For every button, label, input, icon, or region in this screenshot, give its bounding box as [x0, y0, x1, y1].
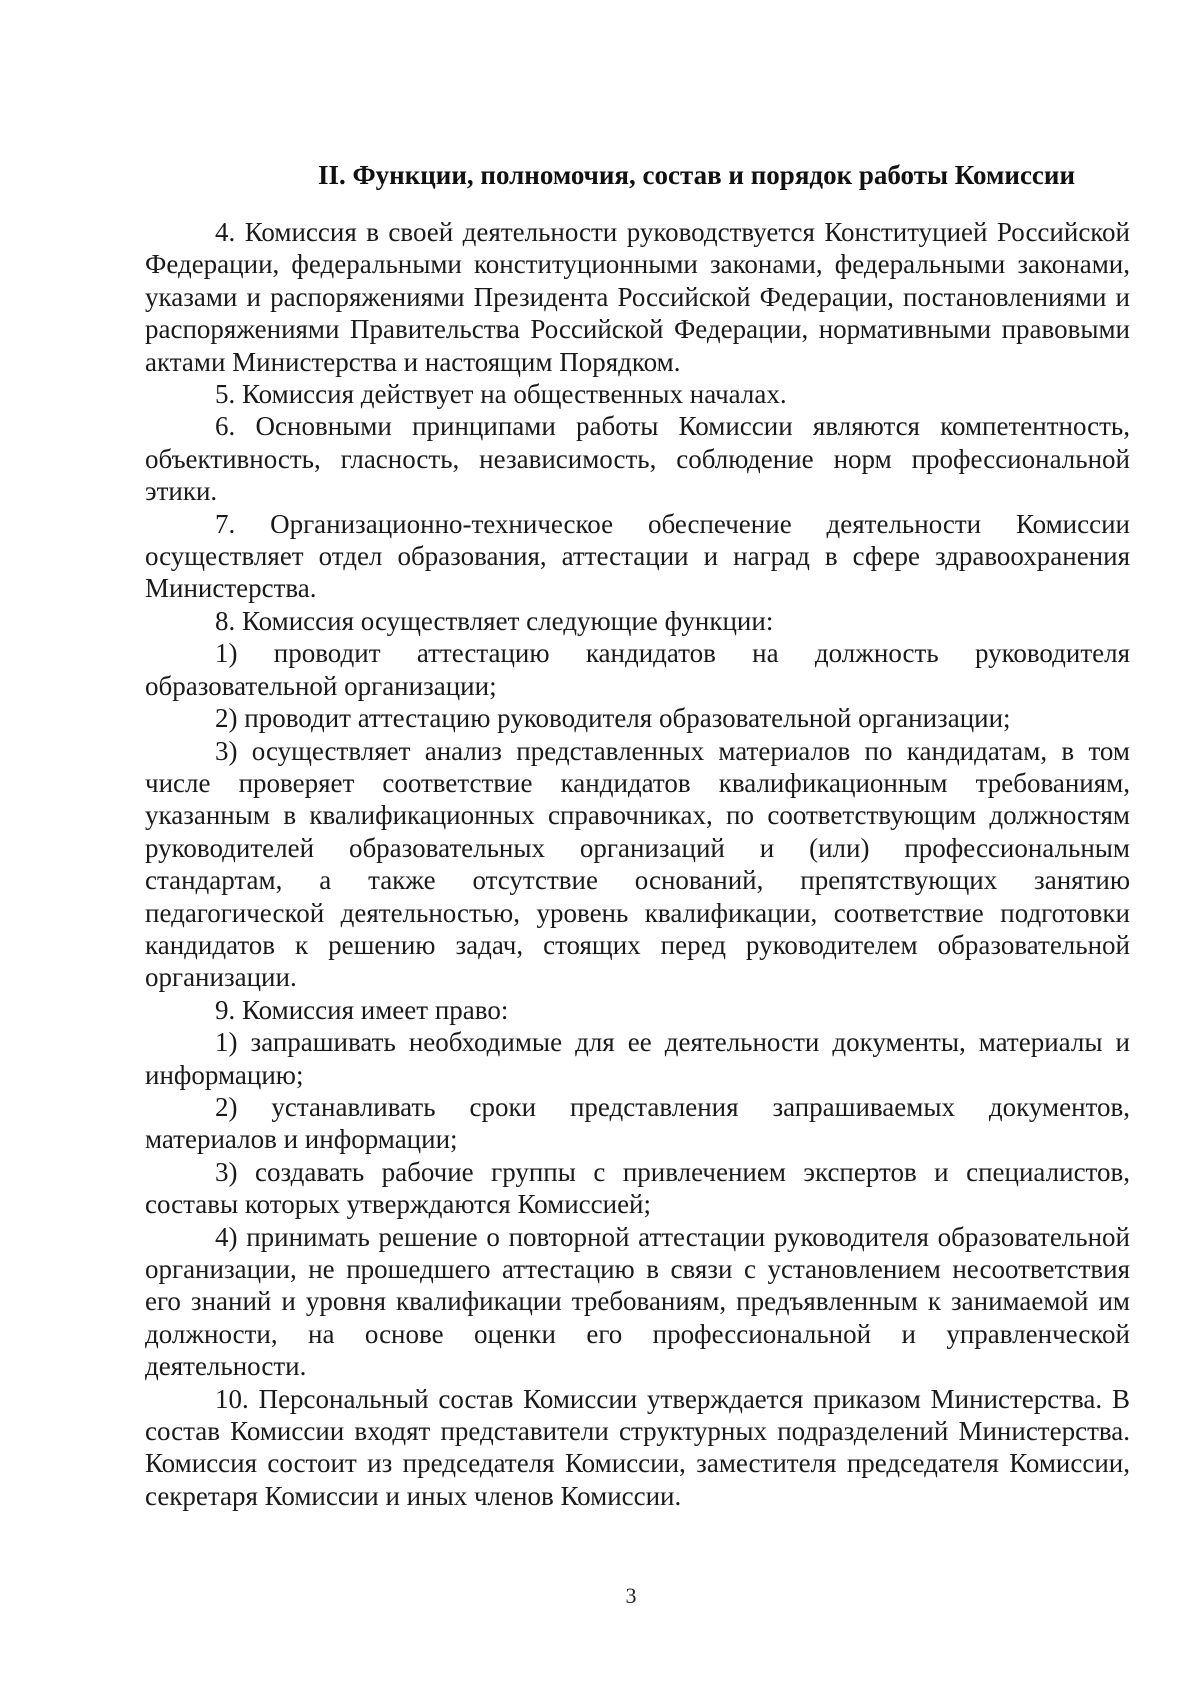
paragraph-8: 8. Комиссия осуществляет следующие функции:: [215, 605, 774, 636]
list-item-8-3: 3) осуществляет анализ представленных материалов по кандидатам, в том числе проверяет соответствие кандидатов квалификационным требованиям, указанным в квалификационных справочниках, по соответствующим должностям руководителей образовательных организаций и (или) профессиональным стандартам, а также отсутствие оснований, препятствующих занятию педагогической деятельностью, уровень квалификации, соответствие подготовки кандидатов к решению задач, стоящих перед руководителем образовательной организации.: [145, 735, 1130, 993]
document-body: [145, 158, 1130, 1512]
page-number: 3: [625, 1583, 637, 1608]
paragraph-9: 9. Комиссия имеет право:: [215, 994, 509, 1025]
paragraph-7: 7. Организационно-техническое обеспечение деятельности Комиссии осуществляет отдел образования, аттестации и наград в сфере здравоохранения Министерства.: [145, 508, 1130, 604]
paragraph-4: 4. Комиссия в своей деятельности руководствуется Конституцией Российской Федерации, федеральными конституционными законами, федеральными законами, указами и распоряжениями Президента Российской Федерации, постановлениями и распоряжениями Правительства Российской Федерации, нормативными правовыми актами Министерства и настоящим Порядком.: [145, 217, 1130, 377]
list-item-9-3: 3) создавать рабочие группы с привлечением экспертов и специалистов, составы которых утверждаются Комиссией;: [145, 1156, 1130, 1220]
section-title: II. Функции, полномочия, состав и порядок работы Комиссии: [317, 160, 1076, 190]
list-item-8-2: 2) проводит аттестацию руководителя образовательной организации;: [215, 703, 1011, 734]
list-item-9-1: 1) запрашивать необходимые для ее деятельности документы, материалы и информацию;: [145, 1027, 1130, 1090]
paragraph-5: 5. Комиссия действует на общественных началах.: [215, 379, 787, 410]
list-item-8-1: 1) проводит аттестацию кандидатов на должность руководителя образовательной организации;: [145, 638, 1130, 701]
paragraph-10: 10. Персональный состав Комиссии утверждается приказом Министерства. В состав Комиссии входят представители структурных подразделений Министерства. Комиссия состоит из председателя Комиссии, заместителя председателя Комиссии, секретаря Комиссии и иных членов Комиссии.: [145, 1383, 1130, 1511]
list-item-9-2: 2) устанавливать сроки представления запрашиваемых документов, материалов и информации;: [145, 1091, 1130, 1155]
paragraph-6: 6. Основными принципами работы Комиссии являются компетентность, объективность, гласность, независимость, соблюдение норм профессиональной этики.: [145, 411, 1130, 507]
list-item-9-4: 4) принимать решение о повторной аттестации руководителя образовательной организации, не прошедшего аттестацию в связи с установлением несоответствия его знаний и уровня квалификации требованиям, предъявленным к занимаемой им должности, на основе оценки его профессиональной и управленческой деятельности.: [145, 1221, 1130, 1382]
